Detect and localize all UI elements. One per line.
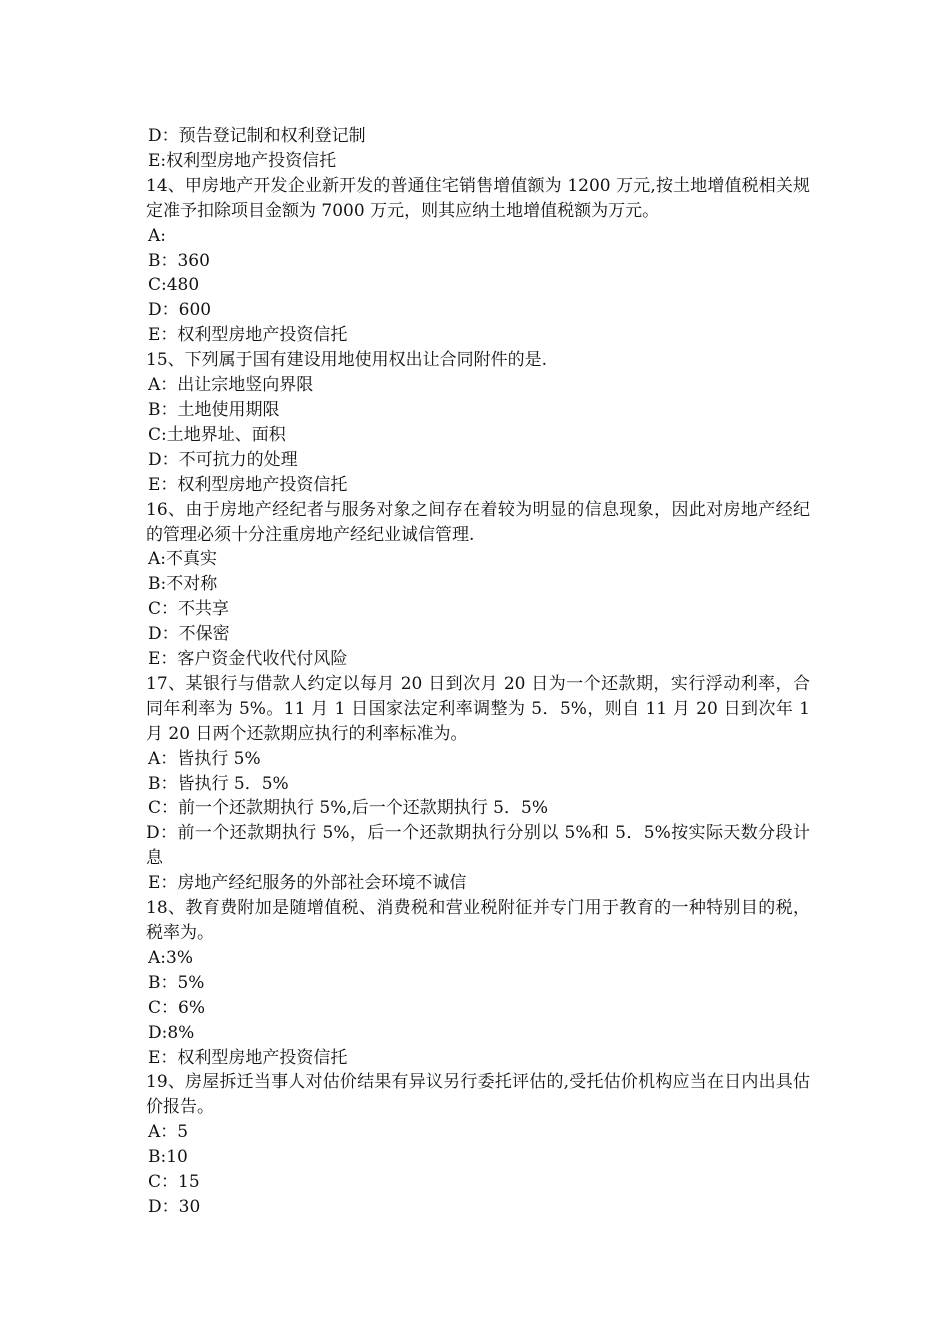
option-line: E:权利型房地产投资信托 — [148, 150, 337, 171]
option-line: E：权利型房地产投资信托 — [148, 325, 348, 346]
option-line: B:10 — [148, 1147, 188, 1168]
option-line: E：客户资金代收代付风险 — [148, 649, 348, 670]
option-line: A:3% — [148, 947, 193, 968]
question-16: 16、由于房地产经纪者与服务对象之间存在着较为明显的信息现象，因此对房地产经纪的管理必须十分注重房地产经纪业诚信管理. — [146, 499, 810, 545]
option-line-wrapped: D：前一个还款期执行 5%，后一个还款期执行分别以 5%和 5．5%按实际天数分段计息 — [146, 823, 810, 869]
option-line: D：30 — [148, 1196, 201, 1217]
option-line: B：360 — [148, 250, 210, 271]
option-line: B：5% — [148, 972, 205, 993]
option-line: D：预告登记制和权利登记制 — [148, 126, 366, 146]
option-line: D：600 — [148, 300, 212, 321]
option-line: D：不保密 — [148, 624, 230, 645]
option-line: C：6% — [148, 997, 205, 1018]
document-page — [146, 124, 810, 1220]
option-line: B：土地使用期限 — [148, 399, 280, 420]
option-line: D:8% — [148, 1022, 195, 1043]
question-17: 17、某银行与借款人约定以每月 20 日到次月 20 日为一个还款期，实行浮动利率，合同年利率为 5%。11 月 1 日国家法定利率调整为 5．5%，则自 11 月 20 日到次年 1 月 20 日两个还款期应执行的利率标准为。 — [146, 673, 810, 744]
option-line: C：不共享 — [148, 599, 230, 620]
option-line: C:土地界址、面积 — [148, 424, 286, 445]
question-19: 19、房屋拆迁当事人对估价结果有异议另行委托评估的,受托估价机构应当在日内出具估价报告。 — [146, 1072, 810, 1118]
question-18: 18、教育费附加是随增值税、消费税和营业税附征并专门用于教育的一种特别目的税，税率为。 — [146, 898, 810, 943]
option-line: A:不真实 — [148, 549, 218, 570]
option-line: B：皆执行 5．5% — [148, 773, 289, 794]
option-line: A：5 — [148, 1122, 189, 1143]
option-line: A: — [148, 225, 167, 246]
option-line: D：不可抗力的处理 — [148, 449, 298, 470]
option-line: B:不对称 — [148, 574, 218, 595]
option-line: E：权利型房地产投资信托 — [148, 474, 348, 495]
question-14: 14、甲房地产开发企业新开发的普通住宅销售增值额为 1200 万元,按土地增值税相关规定准予扣除项目金额为 7000 万元，则其应纳土地增值税额为万元。 — [146, 175, 810, 221]
option-line: A：出让宗地竖向界限 — [148, 375, 314, 396]
option-line: E：房地产经纪服务的外部社会环境不诚信 — [148, 873, 467, 894]
option-line: C：前一个还款期执行 5%,后一个还款期执行 5．5% — [148, 798, 548, 819]
option-line: C:480 — [148, 275, 200, 296]
option-line: E：权利型房地产投资信托 — [148, 1047, 348, 1068]
question-15: 15、下列属于国有建设用地使用权出让合同附件的是. — [146, 350, 548, 371]
option-line: A：皆执行 5% — [148, 748, 261, 769]
option-line: C：15 — [148, 1172, 200, 1193]
